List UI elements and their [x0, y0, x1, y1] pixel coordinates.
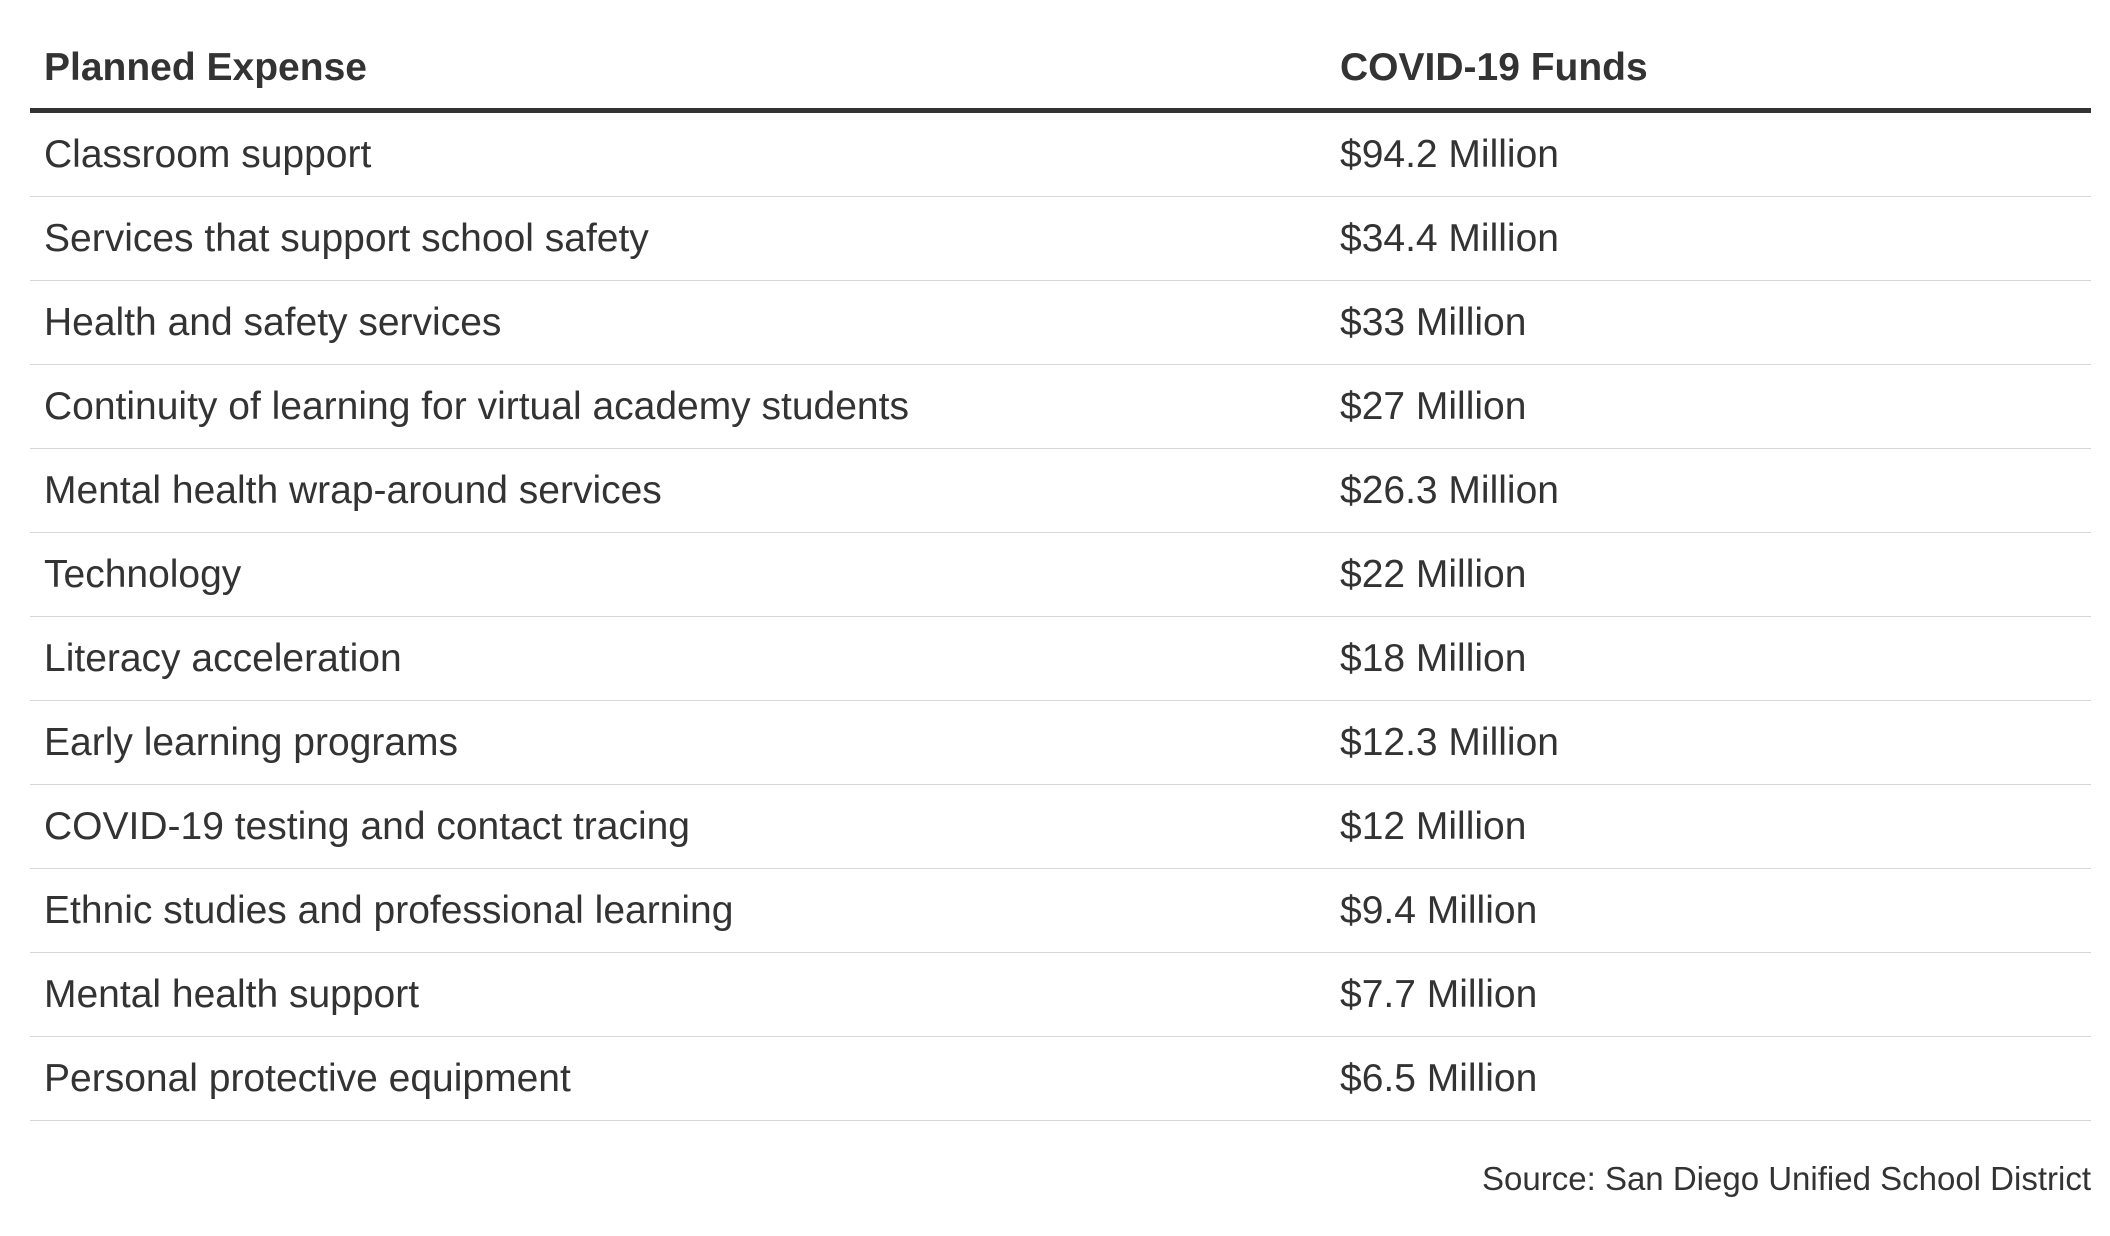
table-row [30, 197, 2091, 281]
expense-cell: COVID-19 testing and contact tracing [30, 785, 1326, 869]
funds-cell: $22 Million [1326, 533, 2091, 617]
table-row [30, 953, 2091, 1037]
funds-cell: $12.3 Million [1326, 701, 2091, 785]
funds-cell: $27 Million [1326, 365, 2091, 449]
table-row [30, 111, 2091, 197]
funds-cell: $18 Million [1326, 617, 2091, 701]
funds-cell: $9.4 Million [1326, 869, 2091, 953]
table-row [30, 365, 2091, 449]
expense-cell: Mental health support [30, 953, 1326, 1037]
funds-cell: $6.5 Million [1326, 1037, 2091, 1121]
header-planned-expense: Planned Expense [30, 28, 1326, 111]
table-row [30, 281, 2091, 365]
funds-cell: $34.4 Million [1326, 197, 2091, 281]
table-header-row [30, 28, 2091, 111]
table-row [30, 1037, 2091, 1121]
funds-cell: $12 Million [1326, 785, 2091, 869]
expense-cell: Ethnic studies and professional learning [30, 869, 1326, 953]
funds-cell: $26.3 Million [1326, 449, 2091, 533]
expense-table-container [30, 28, 2091, 1121]
funds-cell: $7.7 Million [1326, 953, 2091, 1037]
table-body [30, 111, 2091, 1121]
table-row [30, 701, 2091, 785]
table-row [30, 617, 2091, 701]
expense-cell: Personal protective equipment [30, 1037, 1326, 1121]
table-row [30, 533, 2091, 617]
source-note: Source: San Diego Unified School District [1482, 1160, 2091, 1197]
expense-cell: Literacy acceleration [30, 617, 1326, 701]
expense-cell: Health and safety services [30, 281, 1326, 365]
expense-cell: Services that support school safety [30, 197, 1326, 281]
funds-cell: $94.2 Million [1326, 111, 2091, 197]
expense-cell: Technology [30, 533, 1326, 617]
table-row [30, 869, 2091, 953]
expense-cell: Mental health wrap-around services [30, 449, 1326, 533]
expense-cell: Early learning programs [30, 701, 1326, 785]
table-row [30, 449, 2091, 533]
expense-cell: Classroom support [30, 111, 1326, 197]
funds-cell: $33 Million [1326, 281, 2091, 365]
header-covid-funds: COVID-19 Funds [1326, 28, 2091, 111]
expense-table [30, 28, 2091, 1121]
table-row [30, 785, 2091, 869]
expense-cell: Continuity of learning for virtual academy students [30, 365, 1326, 449]
